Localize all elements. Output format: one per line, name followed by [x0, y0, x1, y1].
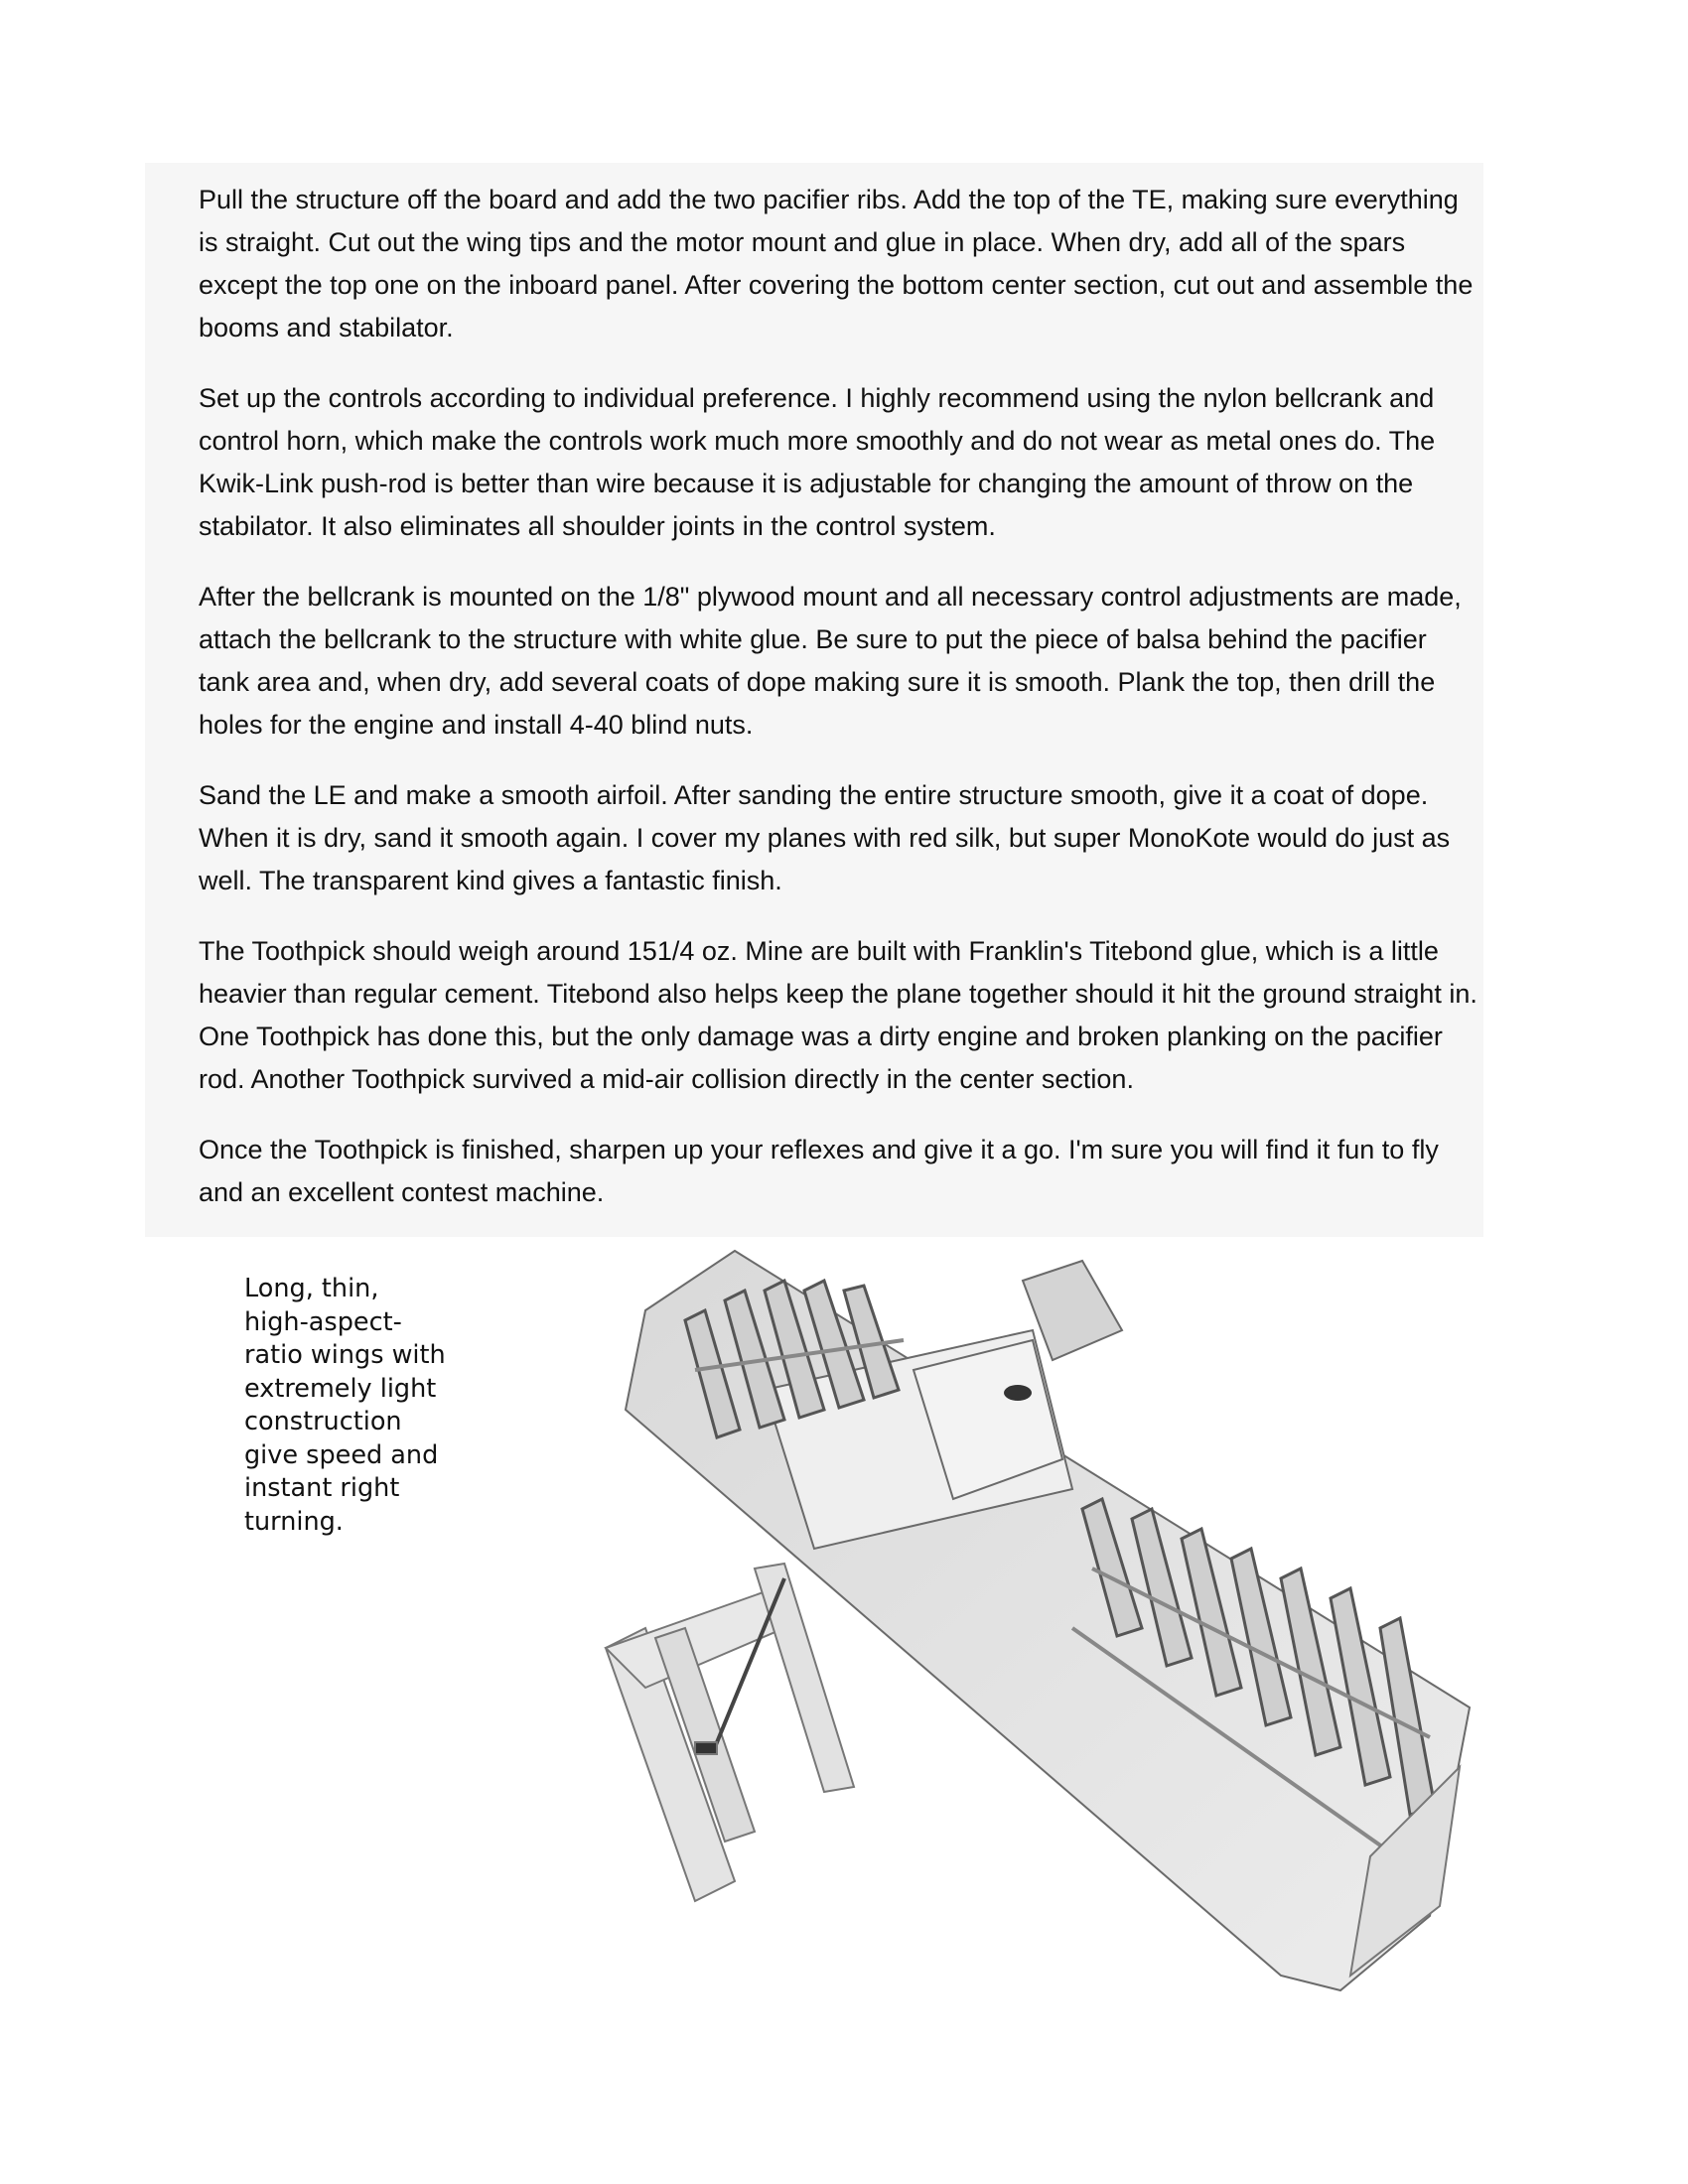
caption-line: turning. — [244, 1506, 344, 1537]
caption-line: high-aspect- — [244, 1306, 402, 1337]
caption-line: construction — [244, 1407, 402, 1436]
airplane-structure-photo — [586, 1231, 1489, 2045]
photo-caption — [244, 1273, 492, 1539]
caption-line: ratio wings with — [244, 1340, 446, 1370]
paragraph-3: After the bellcrank is mounted on the 1/8" plywood mount and all necessary control adjustments are made, attach the bellcrank to the structure with white glue. Be sure to put the piece of balsa behind the pacifier tank area and, when dry, add several coats of dope making sure it is smooth. Plank the top, then drill the holes for the engine and install 4-40 blind nuts. — [199, 582, 1462, 740]
paragraph-5: The Toothpick should weigh around 151/4 oz. Mine are built with Franklin's Titebond glue, which is a little heavier than regular cement. Titebond also helps keep the plane together should it hit the ground straight in. One Toothpick has done this, but the only damage was a dirty engine and broken planking on the pacifier rod. Another Toothpick survived a mid-air collision directly in the center section. — [199, 936, 1477, 1094]
caption-line: extremely light — [244, 1373, 437, 1404]
paragraph-6: Once the Toothpick is finished, sharpen up your reflexes and give it a go. I'm sure you will find it fun to fly and an excellent contest machine. — [199, 1135, 1439, 1207]
paragraph-4: Sand the LE and make a smooth airfoil. After sanding the entire structure smooth, give it a coat of dope. When it is dry, sand it smooth again. I cover my planes with red silk, but super MonoKote would do just as well. The transparent kind gives a fantastic finish. — [199, 780, 1451, 895]
article-text-block — [145, 163, 1483, 1237]
caption-line: instant right — [244, 1473, 400, 1503]
paragraph-1: Pull the structure off the board and add the two pacifier ribs. Add the top of the TE, making sure everything is straight. Cut out the wing tips and the motor mount and glue in place. When dry, add all of the spars except the top one on the inboard panel. After covering the bottom center section, cut out and assemble the booms and stabilator. — [199, 185, 1474, 342]
paragraph-2: Set up the controls according to individual preference. I highly recommend using the nylon bellcrank and control horn, which make the controls work much more smoothly and do not wear as metal ones do. The Kwik-Link push-rod is better than wire because it is adjustable for changing the amount of throw on the stabilator. It also eliminates all shoulder joints in the control system. — [199, 383, 1436, 541]
caption-line: give speed and — [244, 1439, 439, 1470]
tail-booms-stabilator — [606, 1564, 854, 1901]
caption-line: Long, thin, — [244, 1274, 379, 1303]
